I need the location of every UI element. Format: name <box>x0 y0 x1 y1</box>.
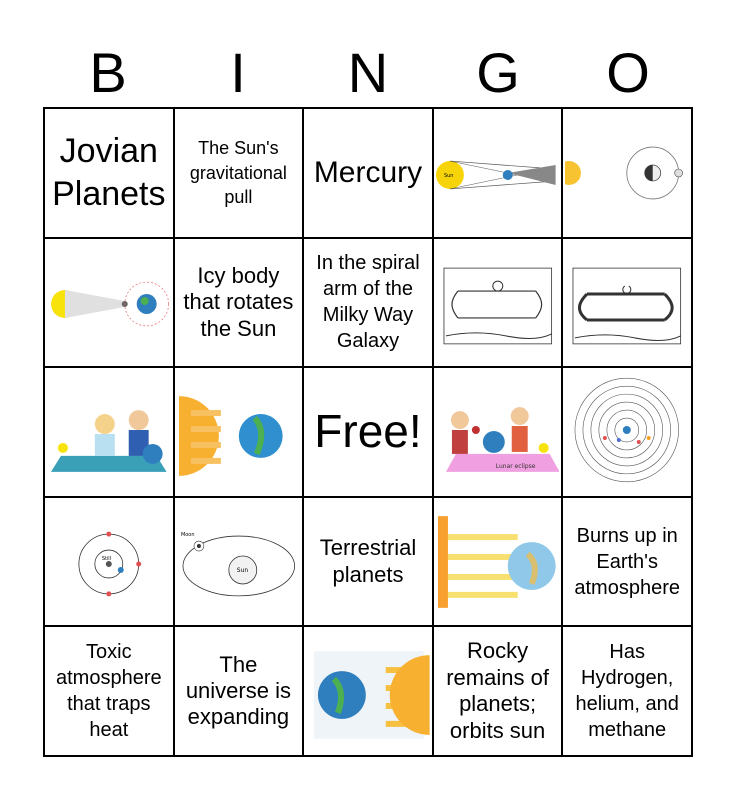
sun-label: Sun <box>443 172 454 179</box>
cell-image-eclipse-diagram[interactable] <box>44 238 174 368</box>
cell-image-moon-earth-orbit[interactable] <box>44 497 174 627</box>
cell-image-sea-breeze[interactable] <box>433 238 563 368</box>
moon-earth-orbit-icon <box>47 506 171 618</box>
cell-free-space[interactable]: Free! <box>303 367 433 497</box>
cell-burns-up-atmosphere[interactable]: Burns up in Earth's atmosphere <box>562 497 692 627</box>
sunlight-earth-icon <box>177 376 301 488</box>
earth-sun-ellipse-icon <box>177 506 301 618</box>
cell-image-earth-sunlight[interactable] <box>303 626 433 756</box>
lunar-eclipse-label: Lunar eclipse <box>495 462 536 470</box>
moon-orbit-icon <box>565 117 689 229</box>
bingo-grid <box>43 107 693 757</box>
cell-image-sun-rays-earth[interactable] <box>433 497 563 627</box>
cell-milky-way-location[interactable]: In the spiral arm of the Milky Way Galaxy <box>303 238 433 368</box>
sun-label: Sun <box>236 566 248 574</box>
cell-image-land-breeze[interactable] <box>562 238 692 368</box>
cell-image-moon-orbit[interactable] <box>562 108 692 238</box>
land-breeze-icon <box>565 246 689 358</box>
cell-image-kids-experiment[interactable] <box>44 367 174 497</box>
cell-rocky-remains[interactable]: Rocky remains of planets; orbits sun <box>433 626 563 756</box>
cell-jovian-planets[interactable]: Jovian Planets <box>44 108 174 238</box>
cell-icy-body[interactable]: Icy body that rotates the Sun <box>174 238 304 368</box>
cell-image-sunlight-earth[interactable] <box>174 367 304 497</box>
cell-image-lunar-eclipse[interactable] <box>433 367 563 497</box>
kids-experiment-icon <box>47 376 171 488</box>
cell-image-umbra-diagram[interactable] <box>433 108 563 238</box>
sea-breeze-icon <box>436 246 560 358</box>
cell-toxic-atmosphere[interactable]: Toxic atmosphere that traps heat <box>44 626 174 756</box>
sun-rays-earth-icon <box>436 506 560 618</box>
umbra-diagram-icon <box>436 117 560 229</box>
still-label: Still <box>101 555 112 562</box>
cell-image-earth-sun-ellipse[interactable] <box>174 497 304 627</box>
cell-hydrogen-helium-methane[interactable]: Has Hydrogen, helium, and methane <box>562 626 692 756</box>
cell-image-geocentric-model[interactable] <box>562 367 692 497</box>
header-letter-b: B <box>89 41 127 104</box>
cell-mercury[interactable]: Mercury <box>303 108 433 238</box>
cell-universe-expanding[interactable]: The universe is expanding <box>174 626 304 756</box>
geocentric-model-icon <box>565 376 689 488</box>
eclipse-diagram-icon <box>47 246 171 358</box>
cell-terrestrial-planets[interactable]: Terrestrial planets <box>303 497 433 627</box>
header-letter-i: I <box>230 41 246 104</box>
earth-sunlight-icon <box>306 635 430 747</box>
bingo-header <box>43 40 693 106</box>
header-letter-n: N <box>347 41 389 104</box>
header-letter-g: G <box>476 41 520 104</box>
cell-suns-gravitational-pull[interactable]: The Sun's gravitational pull <box>174 108 304 238</box>
lunar-eclipse-icon <box>436 376 560 488</box>
moon-label: Moon <box>180 531 195 538</box>
header-letter-o: O <box>606 41 650 104</box>
